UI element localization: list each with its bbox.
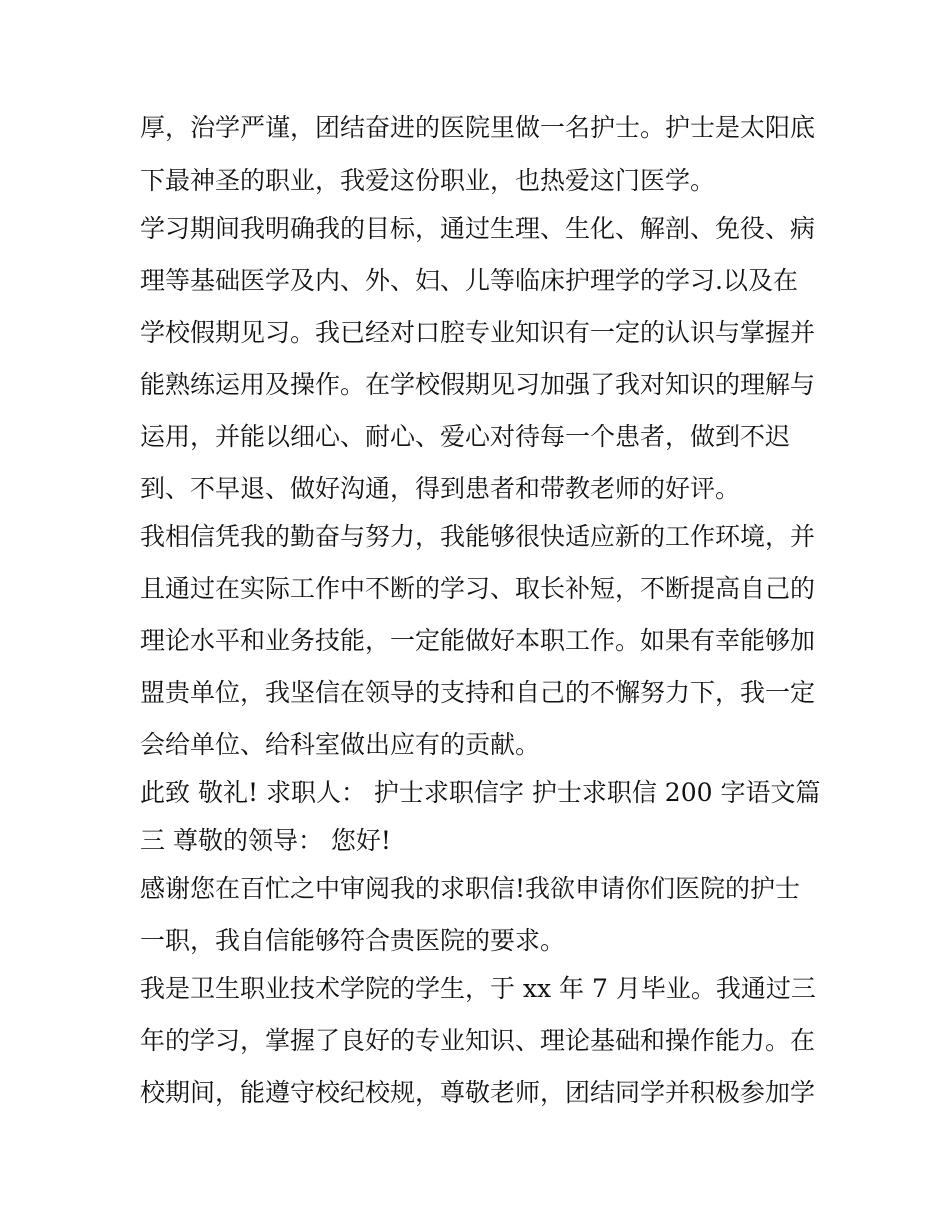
text-line: 厚，治学严谨，团结奋进的医院里做一名护士。护士是太阳底 [140,113,816,142]
text-line: 且通过在实际工作中不断的学习、取长补短，不断提高自己的 [140,574,816,603]
text-line: 年的学习，掌握了良好的专业知识、理论基础和操作能力。在 [140,1026,816,1055]
text-line: 下最神圣的职业，我爱这份职业，也热爱这门医学。 [140,166,716,195]
text-line: 我是卫生职业技术学院的学生，于 xx 年 7 月毕业。我通过三 [140,974,816,1003]
text-line: 三 尊敬的领导： 您好! [140,826,391,855]
text-line: 理等基础医学及内、外、妇、儿等临床护理学的学习.以及在 [140,266,798,295]
text-line: 感谢您在百忙之中审阅我的求职信!我欲申请你们医院的护士 [140,874,801,903]
text-line: 一职，我自信能够符合贵医院的要求。 [140,926,566,955]
text-line: 运用，并能以细心、耐心、爱心对待每一个患者，做到不迟 [140,422,791,451]
text-line: 学校假期见习。我已经对口腔专业知识有一定的认识与掌握并 [140,318,816,347]
text-line: 会给单位、给科室做出应有的贡献。 [140,730,541,759]
text-line: 我相信凭我的勤奋与努力，我能够很快适应新的工作环境，并 [140,522,816,551]
text-line: 能熟练运用及操作。在学校假期见习加强了我对知识的理解与 [140,370,816,399]
text-line: 此致 敬礼! 求职人： 护士求职信字 护士求职信 200 字语文篇 [140,778,821,807]
text-line: 到、不早退、做好沟通，得到患者和带教老师的好评。 [140,474,741,503]
text-line: 盟贵单位，我坚信在领导的支持和自己的不懈努力下，我一定 [140,678,816,707]
text-line: 理论水平和业务技能，一定能做好本职工作。如果有幸能够加 [140,626,816,655]
text-line: 学习期间我明确我的目标，通过生理、生化、解剖、免役、病 [140,214,816,243]
text-line: 校期间，能遵守校纪校规，尊敬老师，团结同学并积极参加学 [140,1078,816,1107]
